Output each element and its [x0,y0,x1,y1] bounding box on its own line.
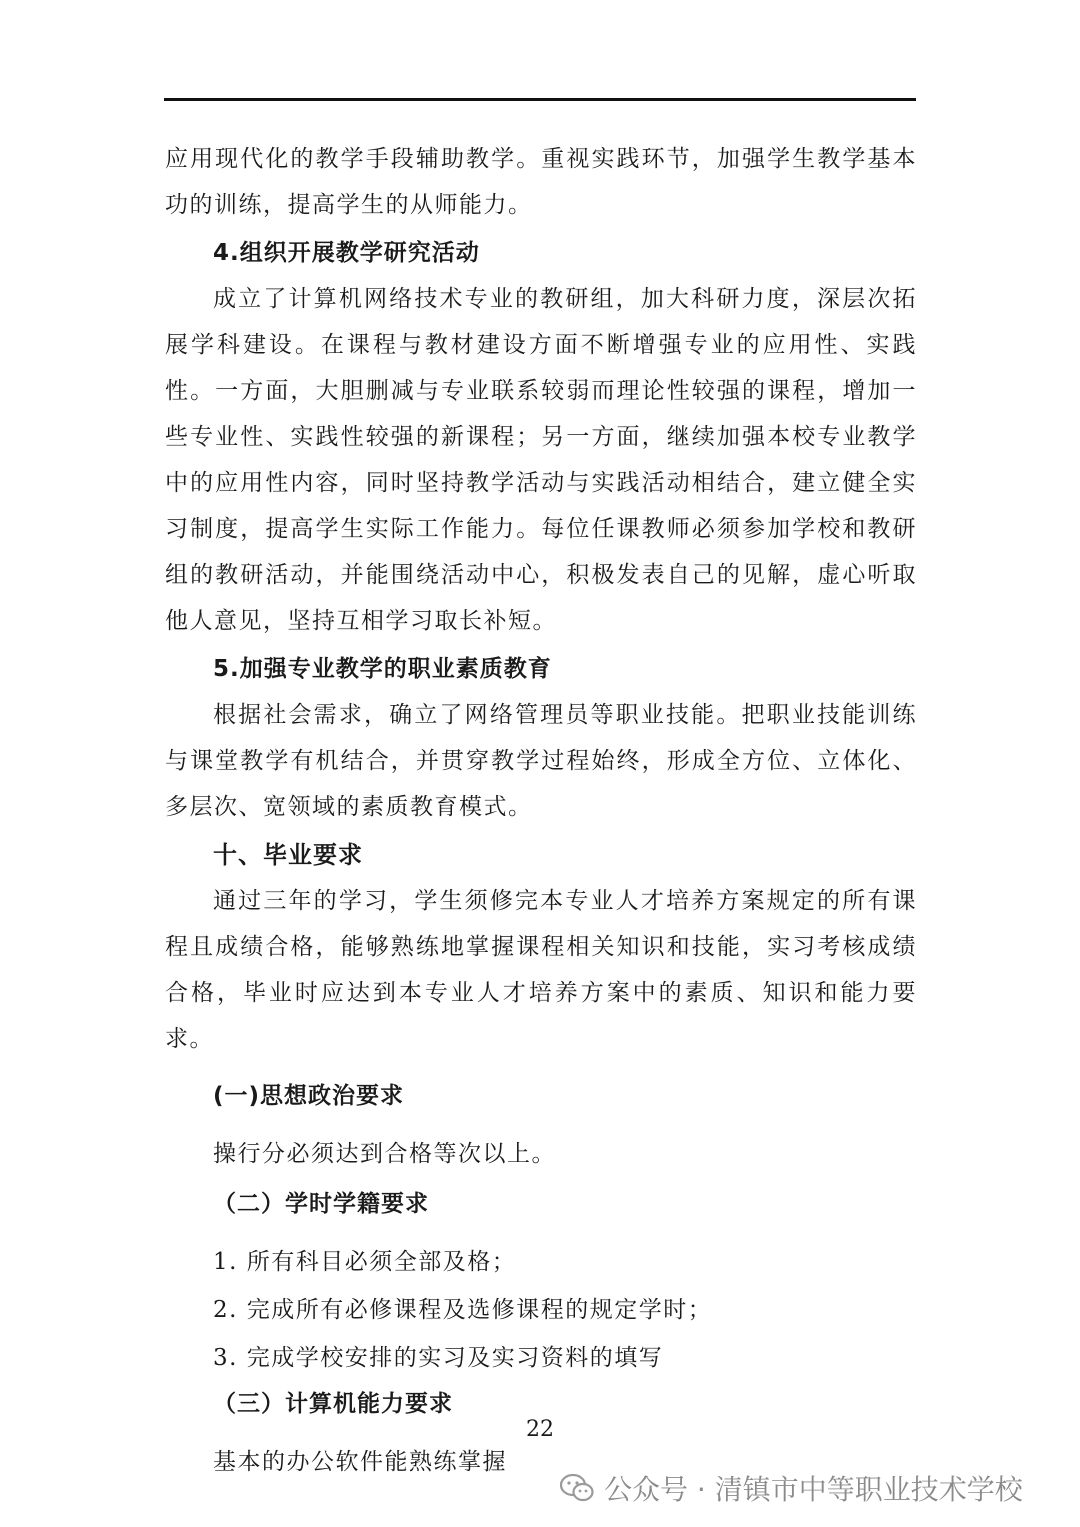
list-item-requirement-1: 1. 所有科目必须全部及格； [213,1249,517,1275]
watermark [560,1466,1023,1510]
section-title-computer: （三）计算机能力要求 [213,1391,453,1417]
section-text-political: 操行分必须达到合格等次以上。 [213,1141,556,1167]
heading-graduation-requirements: 十、毕业要求 [213,841,363,869]
heading-research-activities: 4.组织开展教学研究活动 [213,240,480,266]
paragraph-research-activities: 成立了计算机网络技术专业的教研组，加大科研力度，深层次拓展学科建设。在课程与教材建设方面不断增强专业的应用性、实践性。一方面，大胆删减与专业联系较弱而理论性较强的课程，增加一些专业性、实践性较强的新课程；另一方面，继续加强本校专业教学中的应用性内容，同时坚持教学活动与实践活动相结合，建立健全实习制度，提高学生实际工作能力。每位任课教师必须参加学校和教研组的教研活动，并能围绕活动中心，积极发表自己的见解，虚心听取他人意见，坚持互相学习取长补短。 [165,286,917,634]
paragraph-teaching-methods: 应用现代化的教学手段辅助教学。重视实践环节，加强学生教学基本功的训练，提高学生的从师能力。 [165,146,917,218]
section-title-political: (一)思想政治要求 [213,1083,405,1109]
document-body [165,136,917,1482]
wechat-icon [560,1473,594,1503]
paragraph-graduation-requirements: 通过三年的学习，学生须修完本专业人才培养方案规定的所有课程且成绩合格，能够熟练地掌握课程相关知识和技能，实习考核成绩合格，毕业时应达到本专业人才培养方案中的素质、知识和能力要求。 [165,888,917,1052]
heading-vocational-quality: 5.加强专业教学的职业素质教育 [213,656,552,682]
header-rule [164,98,916,101]
list-item-requirement-2: 2. 完成所有必修课程及选修课程的规定学时； [213,1297,713,1323]
page-number: 22 [526,1417,554,1442]
section-title-study-hours: （二）学时学籍要求 [213,1191,429,1217]
watermark-text: 公众号 · 清镇市中等职业技术学校 [604,1473,1023,1506]
list-item-requirement-3: 3. 完成学校安排的实习及实习资料的填写 [213,1345,664,1371]
section-text-computer: 基本的办公软件能熟练掌握 [213,1449,507,1475]
paragraph-vocational-quality: 根据社会需求，确立了网络管理员等职业技能。把职业技能训练与课堂教学有机结合，并贯穿教学过程始终，形成全方位、立体化、多层次、宽领域的素质教育模式。 [165,702,917,820]
